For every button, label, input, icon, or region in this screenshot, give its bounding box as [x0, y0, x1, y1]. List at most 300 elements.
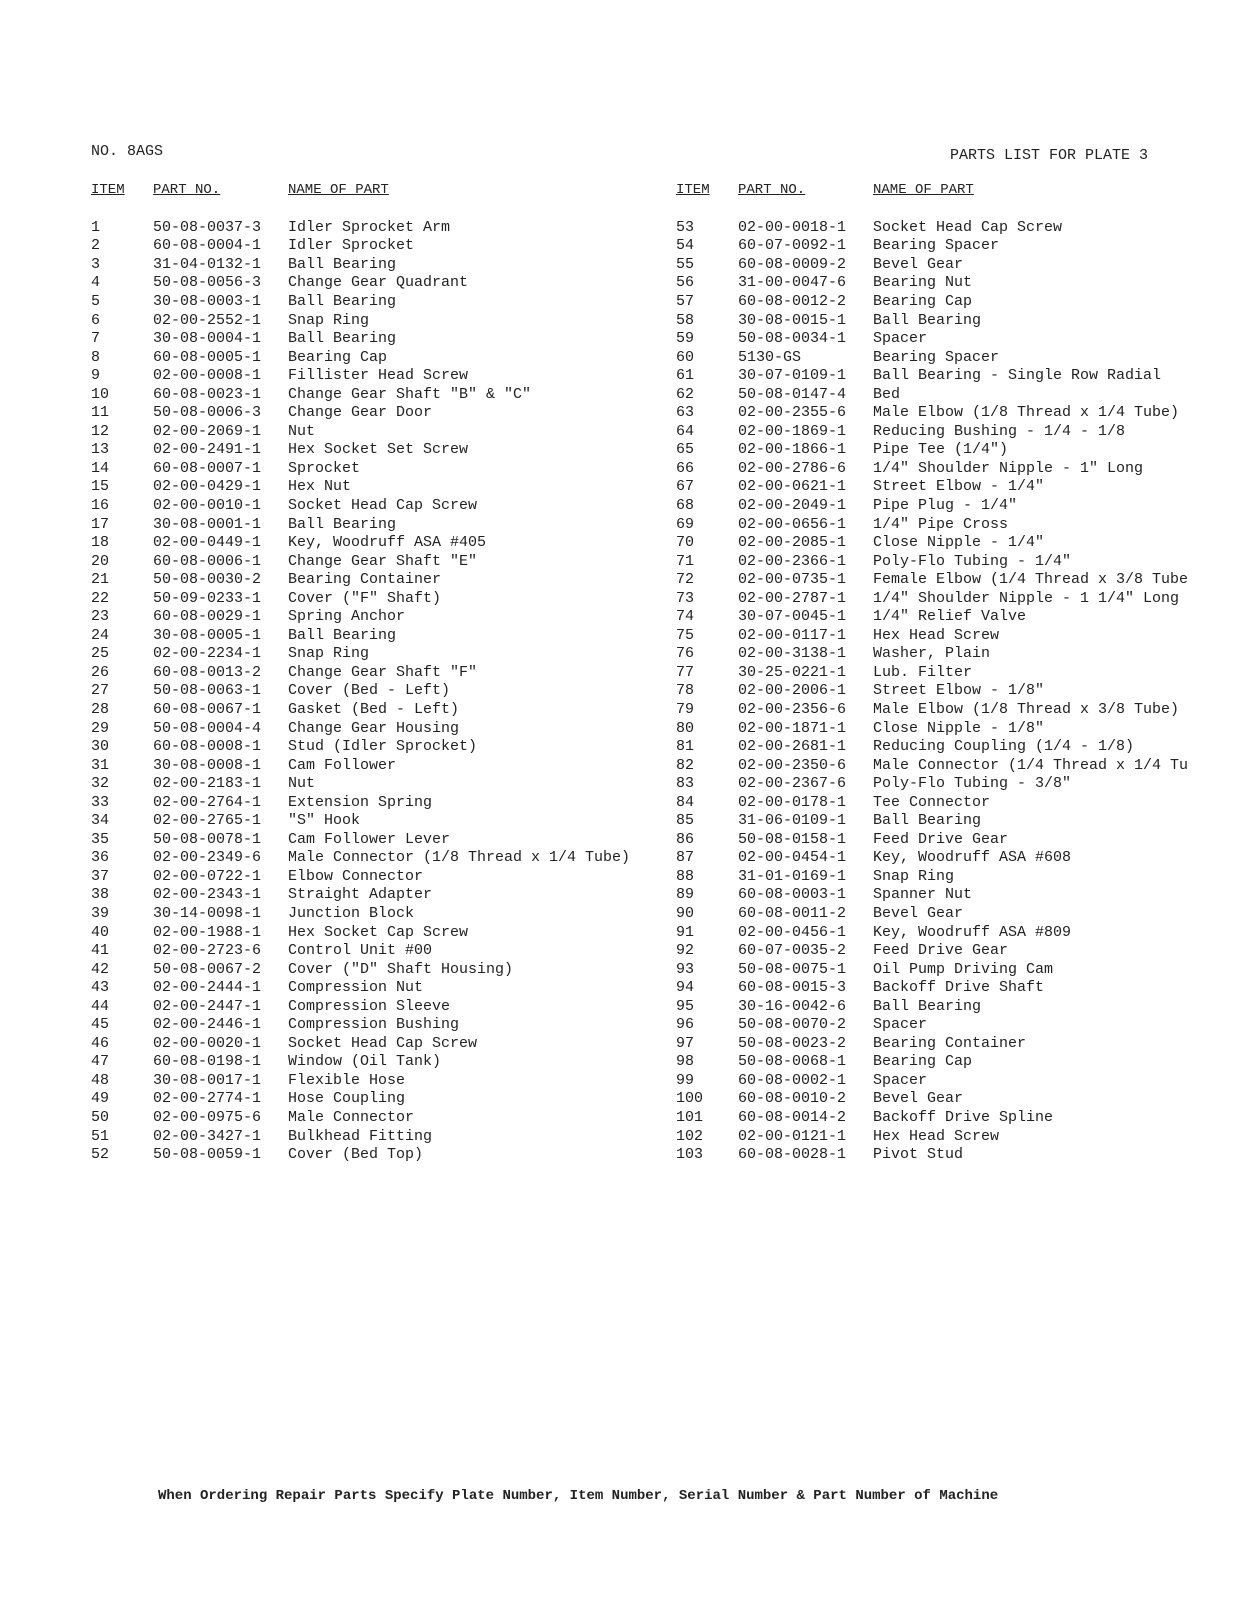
item-number: 57 [676, 292, 695, 310]
table-row [91, 292, 630, 311]
part-number: 02-00-2681-1 [738, 738, 847, 756]
table-row [676, 1127, 1188, 1146]
part-number: 02-00-0020-1 [153, 1034, 262, 1052]
item-number: 78 [676, 682, 695, 700]
part-name: Sprocket [288, 459, 361, 477]
item-number: 67 [676, 478, 695, 496]
table-row [91, 422, 630, 441]
part-number: 02-00-2049-1 [738, 496, 847, 514]
table-row [91, 904, 630, 923]
part-name: Bearing Spacer [873, 237, 1000, 255]
part-name: Idler Sprocket [288, 237, 415, 255]
part-number: 02-00-2355-6 [738, 404, 847, 422]
part-name: Bearing Cap [873, 1053, 973, 1071]
column-header-name: NAME OF PART [873, 182, 974, 198]
table-row [91, 255, 630, 274]
part-number: 02-00-1866-1 [738, 441, 847, 459]
part-name: Change Gear Housing [288, 719, 460, 737]
table-row [676, 589, 1188, 608]
part-name: Hex Head Screw [873, 1127, 1000, 1145]
table-row [676, 607, 1188, 626]
item-number: 97 [676, 1034, 695, 1052]
part-number: 02-00-2006-1 [738, 682, 847, 700]
part-number: 60-08-0014-2 [738, 1109, 847, 1127]
part-number: 60-08-0023-1 [153, 385, 262, 403]
table-row [676, 292, 1188, 311]
part-name: Bevel Gear [873, 1090, 964, 1108]
part-name: Key, Woodruff ASA #405 [288, 534, 487, 552]
table-row [91, 941, 630, 960]
item-number: 94 [676, 979, 695, 997]
part-name: Control Unit #00 [288, 942, 433, 960]
part-name: Compression Bushing [288, 1016, 460, 1034]
table-row [676, 366, 1188, 385]
item-number: 28 [91, 700, 110, 718]
item-number: 51 [91, 1127, 110, 1145]
part-name: Junction Block [288, 905, 415, 922]
table-row [676, 663, 1188, 682]
part-name: Socket Head Cap Screw [873, 218, 1063, 236]
part-name: Pivot Stud [873, 1146, 964, 1164]
table-row [91, 515, 630, 534]
part-number: 02-00-1871-1 [738, 719, 847, 737]
column-header-item: ITEM [676, 182, 710, 198]
part-name: Snap Ring [873, 867, 955, 885]
part-name: 1/4" Relief Valve [873, 608, 1027, 626]
table-row [91, 812, 630, 831]
item-number: 47 [91, 1053, 110, 1071]
item-number: 98 [676, 1053, 695, 1071]
item-number: 79 [676, 700, 695, 718]
item-number: 6 [91, 311, 101, 329]
table-row [91, 774, 630, 793]
parts-table-right [676, 182, 1188, 1164]
table-row [91, 496, 630, 515]
part-number: 02-00-2491-1 [153, 441, 262, 459]
table-row [91, 923, 630, 942]
item-number: 12 [91, 422, 110, 440]
table-row [676, 1053, 1188, 1072]
table-row [676, 255, 1188, 274]
part-number: 50-08-0006-3 [153, 404, 262, 422]
part-number: 60-08-0006-1 [153, 552, 262, 570]
table-row [676, 849, 1188, 868]
column-header-part-no: PART NO. [738, 182, 806, 198]
table-row [91, 1016, 630, 1035]
item-number: 96 [676, 1016, 695, 1034]
part-number: 50-08-0068-1 [738, 1053, 847, 1071]
table-row [91, 274, 630, 293]
table-row [676, 830, 1188, 849]
item-number: 22 [91, 589, 110, 607]
item-number: 49 [91, 1090, 110, 1108]
table-row [91, 719, 630, 738]
item-number: 41 [91, 942, 110, 960]
part-name: Cam Follower Lever [288, 830, 451, 848]
part-name: Change Gear Shaft "F" [288, 663, 478, 681]
item-number: 5 [91, 292, 101, 310]
part-number: 30-08-0004-1 [153, 330, 262, 348]
part-name: Socket Head Cap Screw [288, 496, 478, 514]
table-row [91, 978, 630, 997]
item-number: 25 [91, 645, 110, 663]
part-name: Ball Bearing [873, 997, 982, 1015]
table-row [91, 1090, 630, 1109]
part-name: Ball Bearing [288, 330, 397, 348]
table-row [676, 274, 1188, 293]
part-number: 60-08-0028-1 [738, 1146, 847, 1164]
table-row [676, 533, 1188, 552]
part-name: Spacer [873, 330, 928, 348]
part-name: Change Gear Quadrant [288, 274, 469, 292]
part-number: 02-00-2787-1 [738, 589, 847, 607]
table-row [676, 1108, 1188, 1127]
part-name: Close Nipple - 1/8" [873, 719, 1045, 737]
item-number: 46 [91, 1034, 110, 1052]
item-number: 73 [676, 589, 695, 607]
item-number: 48 [91, 1071, 110, 1089]
part-name: Reducing Bushing - 1/4 - 1/8 [873, 422, 1126, 440]
table-row [676, 997, 1188, 1016]
part-name: Gasket (Bed - Left) [288, 700, 460, 718]
item-number: 39 [91, 905, 110, 922]
part-number: 02-00-3138-1 [738, 645, 847, 663]
item-number: 27 [91, 682, 110, 700]
part-number: 02-00-0117-1 [738, 626, 847, 644]
table-row [91, 403, 630, 422]
table-row [91, 737, 630, 756]
item-number: 101 [676, 1109, 704, 1127]
table-row [91, 645, 630, 664]
part-name: Hex Socket Set Screw [288, 441, 469, 459]
part-name: Tee Connector [873, 793, 991, 811]
item-number: 37 [91, 867, 110, 885]
part-name: Ball Bearing [288, 292, 397, 310]
part-number: 50-09-0233-1 [153, 589, 262, 607]
part-number: 60-08-0011-2 [738, 905, 847, 922]
part-name: Stud (Idler Sprocket) [288, 738, 478, 756]
item-number: 15 [91, 478, 110, 496]
table-row [676, 645, 1188, 664]
item-number: 68 [676, 496, 695, 514]
model-number: NO. 8AGS [91, 143, 164, 160]
part-number: 02-00-1988-1 [153, 923, 262, 941]
part-number: 50-08-0030-2 [153, 571, 262, 589]
item-number: 53 [676, 218, 695, 236]
part-number: 02-00-2444-1 [153, 979, 262, 997]
part-name: Male Elbow (1/8 Thread x 3/8 Tube) [873, 700, 1180, 718]
table-row [91, 663, 630, 682]
item-number: 55 [676, 255, 695, 273]
item-number: 80 [676, 719, 695, 737]
table-row [676, 441, 1188, 460]
item-number: 74 [676, 608, 695, 626]
part-number: 50-08-0070-2 [738, 1016, 847, 1034]
table-row [676, 237, 1188, 256]
part-name: Spacer [873, 1016, 928, 1034]
table-row [676, 774, 1188, 793]
part-name: Nut [288, 775, 316, 793]
part-name: Snap Ring [288, 645, 370, 663]
table-row [91, 1053, 630, 1072]
part-number: 02-00-2447-1 [153, 997, 262, 1015]
item-number: 70 [676, 534, 695, 552]
part-name: Street Elbow - 1/4" [873, 478, 1045, 496]
part-number: 02-00-1869-1 [738, 422, 847, 440]
part-number: 31-00-0047-6 [738, 274, 847, 292]
part-number: 50-08-0067-2 [153, 960, 262, 978]
part-number: 31-06-0109-1 [738, 812, 847, 830]
part-number: 02-00-2786-6 [738, 459, 847, 477]
part-number: 30-08-0005-1 [153, 626, 262, 644]
part-number: 50-08-0063-1 [153, 682, 262, 700]
part-name: Poly-Flo Tubing - 1/4" [873, 552, 1072, 570]
part-name: Male Connector (1/4 Thread x 1/4 Tu [873, 756, 1189, 774]
item-number: 31 [91, 756, 110, 774]
item-number: 16 [91, 496, 110, 514]
item-number: 102 [676, 1127, 704, 1145]
part-number: 50-08-0056-3 [153, 274, 262, 292]
part-number: 60-08-0007-1 [153, 459, 262, 477]
item-number: 58 [676, 311, 695, 329]
item-number: 60 [676, 348, 695, 366]
part-name: Bearing Container [873, 1034, 1027, 1052]
part-number: 02-00-2366-1 [738, 552, 847, 570]
part-name: Key, Woodruff ASA #809 [873, 923, 1072, 941]
table-row [91, 700, 630, 719]
part-name: Fillister Head Screw [288, 367, 469, 385]
part-name: Bearing Cap [288, 348, 388, 366]
item-number: 54 [676, 237, 695, 255]
item-number: 77 [676, 663, 695, 681]
part-number: 02-00-0456-1 [738, 923, 847, 941]
table-row [91, 756, 630, 775]
item-number: 29 [91, 719, 110, 737]
table-row [676, 459, 1188, 478]
item-number: 45 [91, 1016, 110, 1034]
part-name: Cover ("F" Shaft) [288, 589, 442, 607]
part-name: Elbow Connector [288, 867, 424, 885]
part-number: 30-16-0042-6 [738, 997, 847, 1015]
table-row [676, 941, 1188, 960]
table-row [91, 1071, 630, 1090]
item-number: 23 [91, 608, 110, 626]
table-row [91, 237, 630, 256]
part-number: 02-00-2350-6 [738, 756, 847, 774]
part-name: Ball Bearing [288, 515, 397, 533]
item-number: 63 [676, 404, 695, 422]
part-name: Pipe Tee (1/4") [873, 441, 1009, 459]
table-row [91, 830, 630, 849]
part-name: Change Gear Shaft "B" & "C" [288, 385, 532, 403]
part-number: 02-00-0429-1 [153, 478, 262, 496]
item-number: 3 [91, 255, 101, 273]
item-number: 86 [676, 830, 695, 848]
table-row [676, 348, 1188, 367]
table-row [91, 589, 630, 608]
item-number: 42 [91, 960, 110, 978]
part-name: Ball Bearing [873, 311, 982, 329]
item-number: 62 [676, 385, 695, 403]
table-row [676, 1034, 1188, 1053]
part-number: 02-00-0010-1 [153, 496, 262, 514]
table-row [91, 1145, 630, 1164]
table-row [91, 997, 630, 1016]
part-number: 02-00-2446-1 [153, 1016, 262, 1034]
item-number: 100 [676, 1090, 704, 1108]
part-number: 02-00-2774-1 [153, 1090, 262, 1108]
part-name: Nut [288, 422, 316, 440]
part-number: 30-08-0003-1 [153, 292, 262, 310]
part-name: Bearing Spacer [873, 348, 1000, 366]
part-number: 02-00-0454-1 [738, 849, 847, 867]
table-row [91, 886, 630, 905]
part-name: Bearing Cap [873, 292, 973, 310]
item-number: 72 [676, 571, 695, 589]
part-name: Bearing Nut [873, 274, 973, 292]
table-row [676, 960, 1188, 979]
part-number: 31-01-0169-1 [738, 867, 847, 885]
part-name: Cover (Bed - Left) [288, 682, 451, 700]
item-number: 93 [676, 960, 695, 978]
part-number: 30-08-0017-1 [153, 1071, 262, 1089]
part-name: Feed Drive Gear [873, 830, 1009, 848]
part-number: 02-00-0008-1 [153, 367, 262, 385]
table-row [91, 1108, 630, 1127]
table-row [676, 1016, 1188, 1035]
part-number: 50-08-0059-1 [153, 1146, 262, 1164]
part-name: Extension Spring [288, 793, 433, 811]
part-number: 02-00-2183-1 [153, 775, 262, 793]
part-name: Ball Bearing [873, 812, 982, 830]
part-number: 60-08-0010-2 [738, 1090, 847, 1108]
table-row [676, 1090, 1188, 1109]
part-number: 02-00-2085-1 [738, 534, 847, 552]
part-name: Bevel Gear [873, 905, 964, 922]
part-name: Key, Woodruff ASA #608 [873, 849, 1072, 867]
item-number: 11 [91, 404, 110, 422]
part-number: 50-08-0075-1 [738, 960, 847, 978]
table-row [676, 403, 1188, 422]
item-number: 26 [91, 663, 110, 681]
part-name: Hex Head Screw [873, 626, 1000, 644]
item-number: 40 [91, 923, 110, 941]
table-row [91, 570, 630, 589]
part-number: 02-00-2723-6 [153, 942, 262, 960]
column-header-item: ITEM [91, 182, 125, 198]
part-name: Ball Bearing [288, 626, 397, 644]
item-number: 4 [91, 274, 101, 292]
part-name: Socket Head Cap Screw [288, 1034, 478, 1052]
part-number: 5130-GS [738, 348, 802, 366]
part-name: Cover ("D" Shaft Housing) [288, 960, 514, 978]
item-number: 69 [676, 515, 695, 533]
part-name: Close Nipple - 1/4" [873, 534, 1045, 552]
part-name: Male Connector [288, 1109, 415, 1127]
part-number: 30-08-0015-1 [738, 311, 847, 329]
item-number: 52 [91, 1146, 110, 1164]
part-name: Ball Bearing - Single Row Radial [873, 367, 1162, 385]
part-name: Hose Coupling [288, 1090, 406, 1108]
part-name: Idler Sprocket Arm [288, 218, 451, 236]
part-number: 60-08-0004-1 [153, 237, 262, 255]
item-number: 18 [91, 534, 110, 552]
item-number: 91 [676, 923, 695, 941]
part-name: Compression Nut [288, 979, 424, 997]
part-number: 50-08-0147-4 [738, 385, 847, 403]
part-name: Street Elbow - 1/8" [873, 682, 1045, 700]
table-row [676, 904, 1188, 923]
item-number: 56 [676, 274, 695, 292]
part-name: Straight Adapter [288, 886, 433, 904]
table-row [676, 385, 1188, 404]
parts-rows-right [676, 218, 1188, 1164]
part-number: 50-08-0158-1 [738, 830, 847, 848]
part-name: Flexible Hose [288, 1071, 406, 1089]
part-number: 50-08-0037-3 [153, 218, 262, 236]
part-number: 02-00-2356-6 [738, 700, 847, 718]
table-row [676, 422, 1188, 441]
part-number: 60-08-0005-1 [153, 348, 262, 366]
part-number: 02-00-0975-6 [153, 1109, 262, 1127]
part-number: 02-00-0735-1 [738, 571, 847, 589]
part-name: Washer, Plain [873, 645, 991, 663]
part-number: 50-08-0078-1 [153, 830, 262, 848]
part-number: 60-08-0012-2 [738, 292, 847, 310]
part-name: Hex Socket Cap Screw [288, 923, 469, 941]
item-number: 38 [91, 886, 110, 904]
part-name: Poly-Flo Tubing - 3/8" [873, 775, 1072, 793]
item-number: 103 [676, 1146, 704, 1164]
parts-rows-left [91, 218, 630, 1164]
part-number: 60-08-0067-1 [153, 700, 262, 718]
part-name: Oil Pump Driving Cam [873, 960, 1054, 978]
item-number: 64 [676, 422, 695, 440]
item-number: 14 [91, 459, 110, 477]
table-row [676, 552, 1188, 571]
part-number: 60-08-0029-1 [153, 608, 262, 626]
item-number: 95 [676, 997, 695, 1015]
table-row [91, 607, 630, 626]
table-row [676, 923, 1188, 942]
part-number: 02-00-0722-1 [153, 867, 262, 885]
table-row [676, 978, 1188, 997]
part-number: 60-08-0008-1 [153, 738, 262, 756]
part-name: Pipe Plug - 1/4" [873, 496, 1018, 514]
table-row [676, 682, 1188, 701]
item-number: 20 [91, 552, 110, 570]
item-number: 66 [676, 459, 695, 477]
part-number: 30-08-0001-1 [153, 515, 262, 533]
part-name: Spring Anchor [288, 608, 406, 626]
table-row [676, 311, 1188, 330]
part-name: 1/4" Pipe Cross [873, 515, 1009, 533]
part-name: Spacer [873, 1071, 928, 1089]
table-row [676, 737, 1188, 756]
part-number: 02-00-0018-1 [738, 218, 847, 236]
item-number: 76 [676, 645, 695, 663]
part-number: 31-04-0132-1 [153, 255, 262, 273]
part-name: Snap Ring [288, 311, 370, 329]
part-number: 30-07-0045-1 [738, 608, 847, 626]
table-row [91, 348, 630, 367]
table-row [676, 793, 1188, 812]
table-row [676, 886, 1188, 905]
part-name: 1/4" Shoulder Nipple - 1" Long [873, 459, 1144, 477]
item-number: 82 [676, 756, 695, 774]
part-number: 02-00-0621-1 [738, 478, 847, 496]
part-number: 60-08-0003-1 [738, 886, 847, 904]
